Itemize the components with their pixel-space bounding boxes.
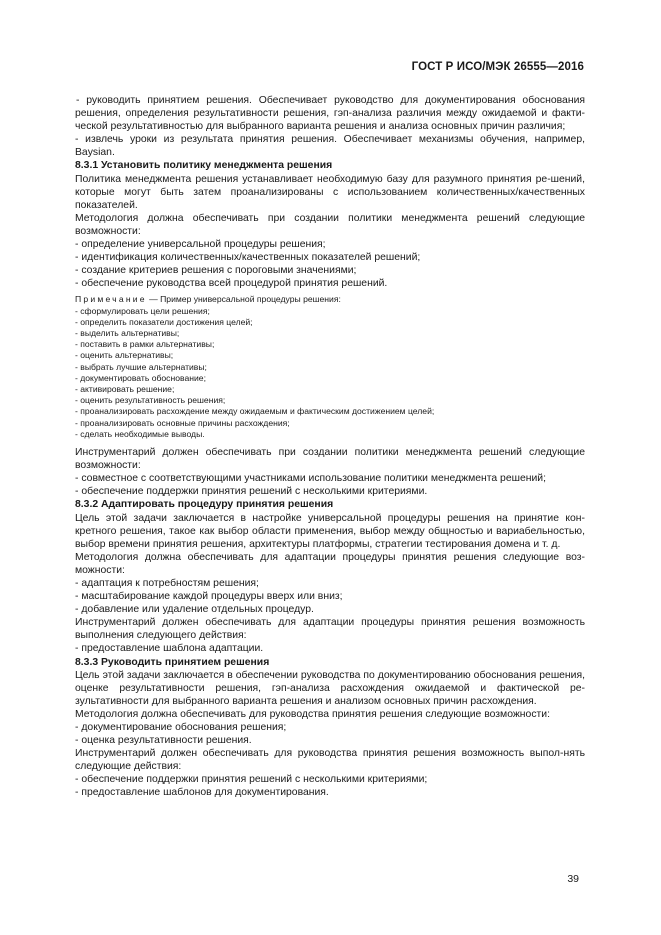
list-item: - создание критериев решения с пороговыми значениями;: [75, 265, 357, 277]
page-number: 39: [567, 873, 579, 885]
section-heading-8-3-2: 8.3.2 Адаптировать процедуру принятия решения: [75, 499, 334, 511]
note-item: - сформулировать цели решения;: [75, 305, 210, 316]
list-item: - предоставление шаблонов для документирования.: [75, 787, 329, 799]
paragraph: Методология должна обеспечивать для адаптации процедуры принятия решения следующие воз-можности:: [75, 551, 585, 576]
paragraph: Инструментарий должен обеспечивать для адаптации процедуры принятия решения возможность выполнения следующего действия:: [75, 617, 585, 642]
note-title: [75, 294, 585, 305]
page-body: [75, 94, 585, 800]
list-item: - обеспечение руководства всей процедурой принятия решений.: [75, 278, 388, 290]
note-item: - активировать решение;: [75, 384, 175, 395]
list-item: - определение универсальной процедуры решения;: [75, 239, 326, 251]
list-item: - обеспечение поддержки принятия решений с несколькими критериями;: [75, 774, 428, 786]
document-header: ГОСТ Р ИСО/МЭК 26555—2016: [411, 61, 584, 73]
paragraph: Цель этой задачи заключается в настройке универсальной процедуры решения на принятие кон-кретного решения, такое как выбор области применения, выбор между общностью и вариабельностью, выбор времени принятия решения, архитектуры платформы, стратегии тестирования домена и т. д.: [75, 512, 585, 550]
list-item: - документирование обоснования решения;: [75, 722, 287, 734]
intro-item: - извлечь уроки из результата принятия решения. Обеспечивает механизмы обучения, например, Baysian.: [75, 134, 585, 159]
paragraph: Политика менеджмента решения устанавливает необходимую базу для разумного принятия ре-шений, которые могут быть затем проанализированы с использованием количественных/качественных показателей.: [75, 173, 585, 211]
list-item: - предоставление шаблона адаптации.: [75, 643, 264, 655]
paragraph: Инструментарий должен обеспечивать при создании политики менеджмента решений следующие возможности:: [75, 447, 585, 472]
section-heading-8-3-1: 8.3.1 Установить политику менеджмента решения: [75, 160, 333, 172]
paragraph: Методология должна обеспечивать при создании политики менеджмента решений следующие возможности:: [75, 212, 585, 237]
note-item: - оценить альтернативы;: [75, 350, 174, 361]
note-item: - сделать необходимые выводы.: [75, 428, 205, 439]
note-item: - определить показатели достижения целей;: [75, 316, 253, 327]
paragraph: Методология должна обеспечивать для руководства принятия решения следующие возможности:: [75, 708, 550, 720]
note-item: - оценить результативность решения;: [75, 395, 226, 406]
note-item: - выделить альтернативы;: [75, 328, 180, 339]
note-item: - выбрать лучшие альтернативы;: [75, 361, 207, 372]
list-item: - обеспечение поддержки принятия решений с несколькими критериями.: [75, 486, 428, 498]
note-item: - документировать обоснование;: [75, 372, 206, 383]
list-item: - добавление или удаление отдельных процедур.: [75, 604, 314, 616]
list-item: - оценка результативности решения.: [75, 735, 252, 747]
list-item: - идентификация количественных/качественных показателей решений;: [75, 252, 421, 264]
list-item: - масштабирование каждой процедуры вверх или вниз;: [75, 591, 343, 603]
note-block: [75, 294, 585, 440]
note-item: - поставить в рамки альтернативы;: [75, 339, 215, 350]
note-label: Примечание: [75, 294, 147, 305]
paragraph: Инструментарий должен обеспечивать для руководства принятия решения возможность выпол-нять следующие действия:: [75, 748, 585, 773]
note-item: - проанализировать расхождение между ожидаемым и фактическим достижением целей;: [75, 406, 435, 417]
section-heading-8-3-3: 8.3.3 Руководить принятием решения: [75, 656, 270, 668]
note-item: - проанализировать основные причины расхождения;: [75, 417, 290, 428]
list-item: - адаптация к потребностям решения;: [75, 577, 259, 589]
paragraph: Цель этой задачи заключается в обеспечении руководства по документированию обоснования решения, оценке результативности решения, гэп-анализа расхождения ожидаемой и фактической ре-зультативности для выбранного варианта решения и анализом основных причин расхождения.: [75, 669, 585, 707]
note-text: — Пример универсальной процедуры решения:: [146, 294, 341, 305]
intro-item: - руководить принятием решения. Обеспечивает руководство для документирования обоснования решения, определения результативности решения, гэп-анализа различия между ожидаемой и факти-ческой результативностью для выбранного варианта решения и анализа основных причин различия;: [75, 95, 585, 133]
list-item: - совместное с соответствующими участниками использование политики менеджмента решений;: [75, 473, 546, 485]
